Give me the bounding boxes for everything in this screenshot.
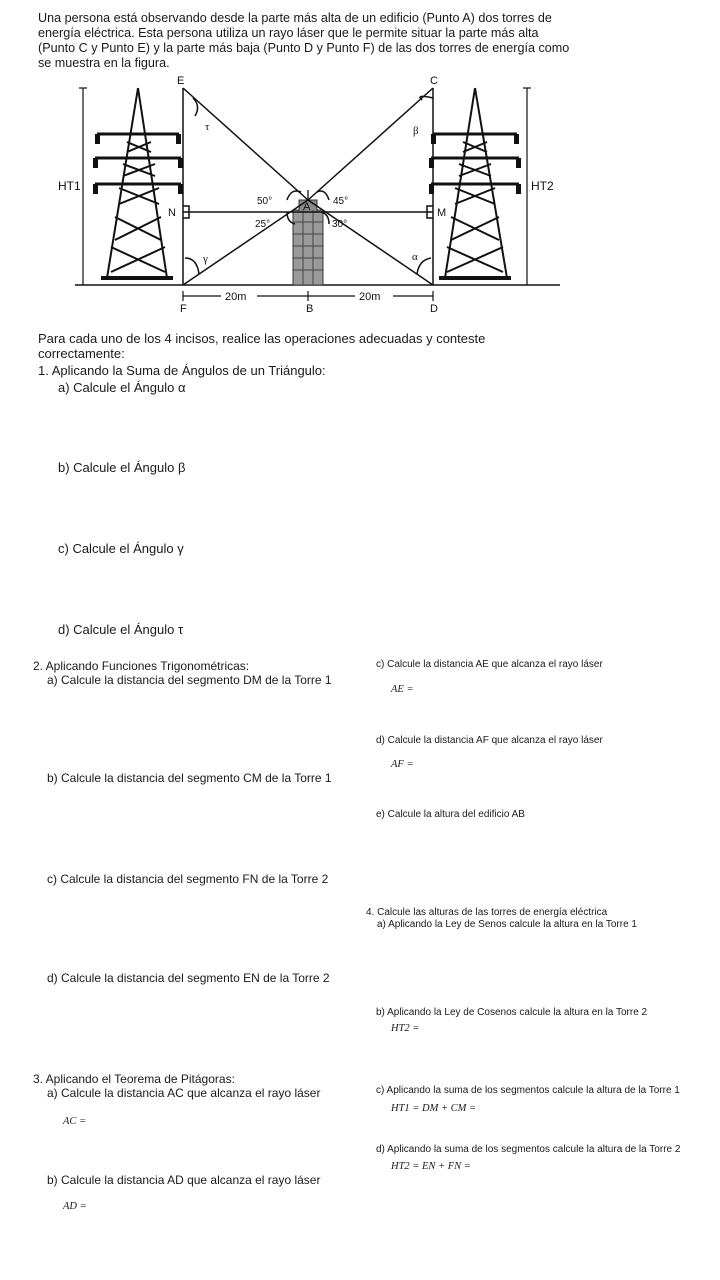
s1-question-c: c) Calcule el Ángulo γ xyxy=(58,541,184,556)
section-3-title: 3. Aplicando el Teorema de Pitágoras: xyxy=(33,1072,235,1086)
angle-50-label: 50° xyxy=(257,196,273,207)
distance-bd-label: 20m xyxy=(359,291,381,303)
problem-statement: Una persona está observando desde la parte más alta de un edificio (Punto A) dos torres de energía eléctrica. Esta persona utiliza un rayo láser que le permite situar la parte más alta (Punto C y Punto E) y la parte más baja (Punto D y Punto F) de las dos torres de energía como se muestra en la figura. xyxy=(38,11,570,70)
angle-45-label: 45° xyxy=(333,196,349,207)
gamma-label: γ xyxy=(203,253,208,265)
point-a-label: A xyxy=(303,201,311,213)
section-4-title: 4. Calcule las alturas de las torres de energía eléctrica xyxy=(366,907,608,918)
s3-question-b: b) Calcule la distancia AD que alcanza el rayo láser xyxy=(47,1173,321,1187)
section-2-title: 2. Aplicando Funciones Trigonométricas: xyxy=(33,659,250,673)
s3-answer-d: AF = xyxy=(391,759,414,770)
s3-question-e: e) Calcule la altura del edificio AB xyxy=(376,809,525,820)
s1-question-a: a) Calcule el Ángulo α xyxy=(58,380,186,395)
s2-question-b: b) Calcule la distancia del segmento CM de la Torre 1 xyxy=(47,771,332,785)
ht1-label: HT1 xyxy=(58,179,81,193)
s1-question-b: b) Calcule el Ángulo β xyxy=(58,460,186,475)
tower-right xyxy=(431,88,519,278)
tower-left xyxy=(95,88,181,278)
ht2-label: HT2 xyxy=(531,179,554,193)
s3-answer-a: AC = xyxy=(63,1116,87,1127)
s3-question-c: c) Calcule la distancia AE que alcanza el rayo láser xyxy=(376,659,603,670)
angle-25-label: 25° xyxy=(255,219,271,230)
distance-fb-label: 20m xyxy=(225,291,247,303)
s4-question-b: b) Aplicando la Ley de Cosenos calcule la altura en la Torre 2 xyxy=(376,1007,648,1018)
alpha-label: α xyxy=(412,251,418,263)
s1-question-d: d) Calcule el Ángulo τ xyxy=(58,622,184,637)
s4-answer-b: HT2 = xyxy=(391,1023,420,1034)
point-b-label: B xyxy=(306,303,314,315)
instructions: Para cada uno de los 4 incisos, realice las operaciones adecuadas y conteste correctamente: xyxy=(38,331,486,361)
beta-label: β xyxy=(413,125,419,137)
s2-question-d: d) Calcule la distancia del segmento EN de la Torre 2 xyxy=(47,971,330,985)
angle-30-label: 30° xyxy=(332,219,348,230)
point-m-label: M xyxy=(437,207,447,219)
s4-question-a: a) Aplicando la Ley de Senos calcule la altura en la Torre 1 xyxy=(377,919,637,930)
s3-answer-c: AE = xyxy=(391,684,414,695)
s4-answer-d: HT2 = EN + FN = xyxy=(391,1161,471,1172)
point-c-label: C xyxy=(430,75,438,87)
tau-label: τ xyxy=(205,121,210,133)
s3-answer-b: AD = xyxy=(63,1201,87,1212)
s3-question-d: d) Calcule la distancia AF que alcanza el rayo láser xyxy=(376,735,603,746)
s4-answer-c: HT1 = DM + CM = xyxy=(391,1103,477,1114)
s4-question-d: d) Aplicando la suma de los segmentos calcule la altura de la Torre 2 xyxy=(376,1144,681,1155)
towers-diagram xyxy=(55,72,575,318)
point-f-label: F xyxy=(180,303,187,315)
section-1-title: 1. Aplicando la Suma de Ángulos de un Triángulo: xyxy=(38,363,326,378)
s3-question-a: a) Calcule la distancia AC que alcanza el rayo láser xyxy=(47,1086,321,1100)
point-n-label: N xyxy=(168,207,176,219)
point-e-label: E xyxy=(177,75,185,87)
point-d-label: D xyxy=(430,303,438,315)
s2-question-a: a) Calcule la distancia del segmento DM de la Torre 1 xyxy=(47,673,332,687)
s4-question-c: c) Aplicando la suma de los segmentos calcule la altura de la Torre 1 xyxy=(376,1085,680,1096)
s2-question-c: c) Calcule la distancia del segmento FN de la Torre 2 xyxy=(47,872,329,886)
